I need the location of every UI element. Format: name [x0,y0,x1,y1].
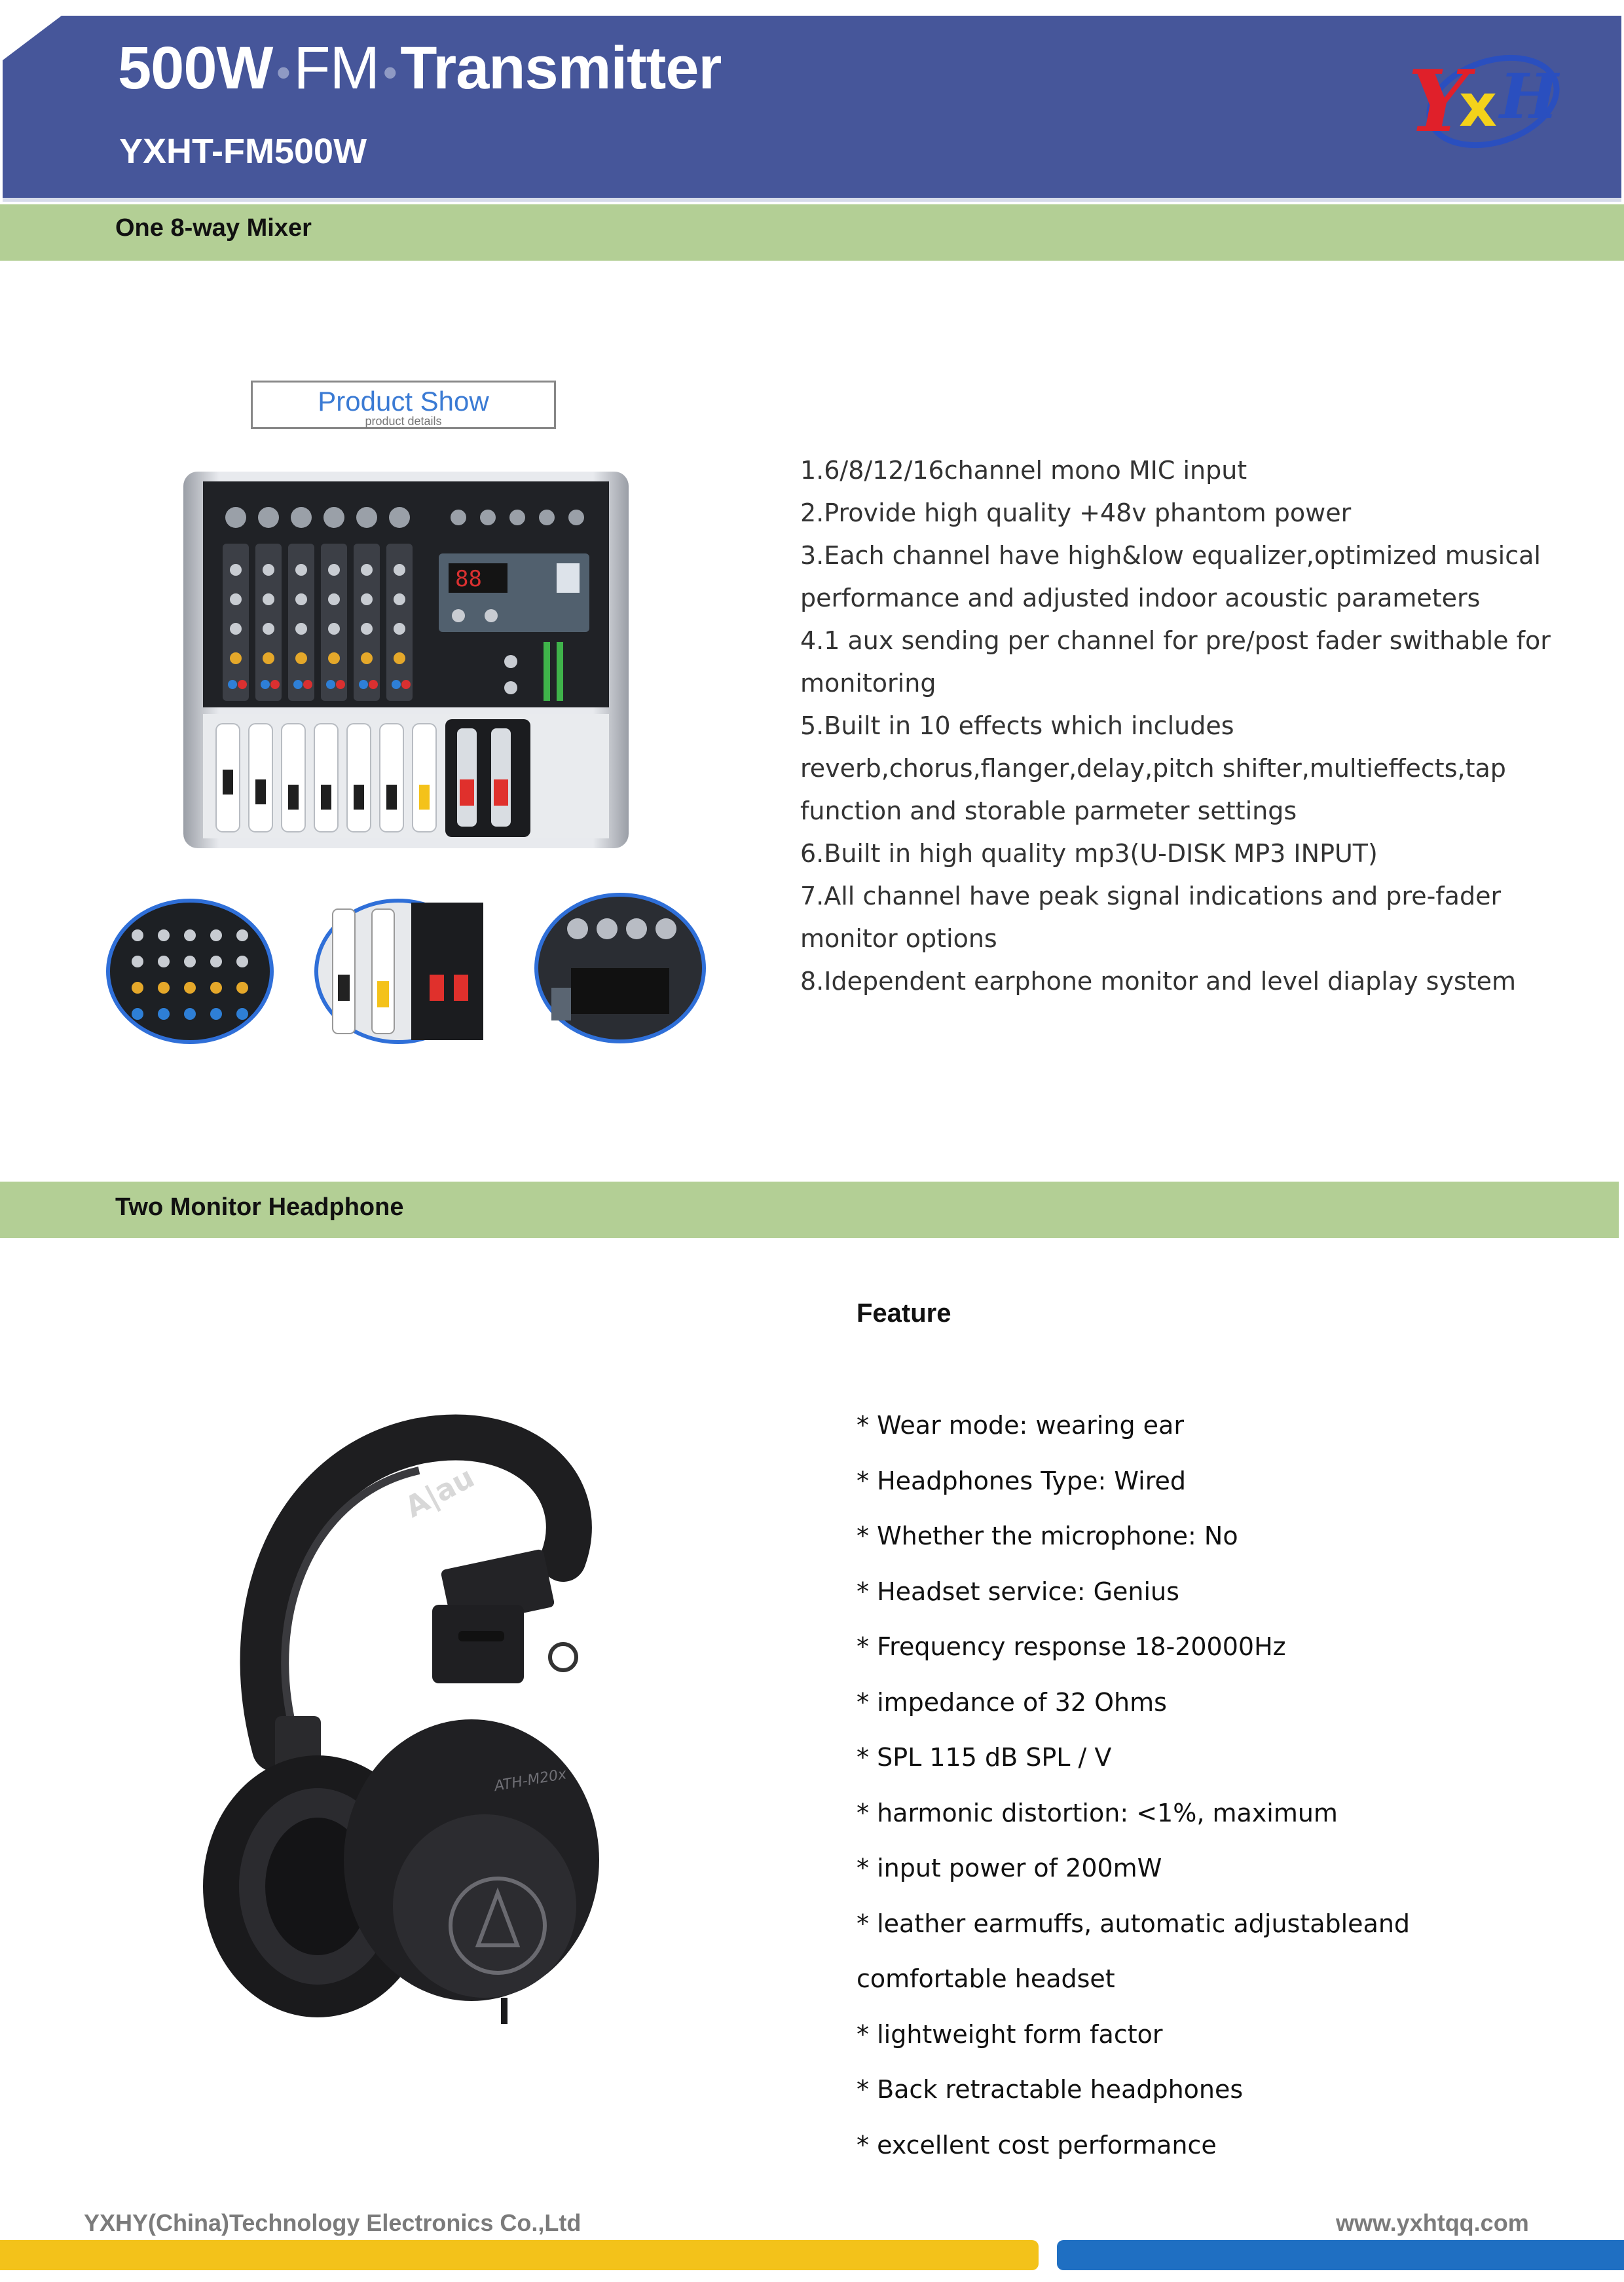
mixer-feature-line: 7.All channel have peak signal indications and pre-fader [800,882,1502,910]
headphone-feature-line: * Back retractable headphones [857,2075,1244,2104]
mixer-detail-panel-image [532,889,709,1047]
mixer-feature-line: monitor options [800,924,997,953]
mixer-feature-line: 8.Idependent earphone monitor and level diaplay system [800,967,1517,996]
title-power: 500W [118,35,273,102]
headphone-feature-line: * harmonic distortion: <1%, maximum [857,1798,1338,1827]
headphone-feature-line: * Whether the microphone: No [857,1522,1238,1550]
mixer-feature-line: 2.Provide high quality +48v phantom power [800,498,1352,527]
section-title-mixer: One 8-way Mixer [115,214,312,242]
page-title: 500W •FM •Transmitter [118,35,722,102]
headphone-feature-line: * excellent cost performance [857,2130,1217,2160]
mixer-feature-line: monitoring [800,669,936,698]
footer-bar-blue [1057,2240,1624,2270]
mixer-feature-line: performance and adjusted indoor acoustic parameters [800,584,1481,612]
mixer-detail-faders-image [313,896,483,1047]
headphone-image [196,1408,629,2024]
footer-company-name: YXHY(China)Technology Electronics Co.,Ltd [84,2209,581,2236]
headphone-feature-line: * input power of 200mW [857,1854,1162,1882]
headphone-feature-list [857,1398,1410,2173]
mixer-feature-line: 6.Built in high quality mp3(U-DISK MP3 INPUT) [800,839,1378,868]
header-divider [3,198,1621,202]
model-number: YXHT-FM500W [119,132,367,171]
company-logo [1395,39,1565,164]
mixer-detail-knobs-image [105,896,275,1047]
product-show-title: Product Show [318,386,489,417]
svg-text:x: x [1459,71,1498,140]
headphone-feature-line: * lightweight form factor [857,2019,1163,2049]
headphone-feature-line: * Wear mode: wearing ear [857,1411,1184,1440]
mixer-feature-line: 5.Built in 10 effects which includes [800,711,1234,740]
footer-bar-yellow [0,2240,1039,2270]
headphone-feature-line: * Frequency response 18-20000Hz [857,1632,1286,1661]
product-show-label [251,381,556,429]
mixer-feature-line: function and storable parmeter settings [800,796,1297,825]
headphone-feature-line: comfortable headset [857,1964,1115,1993]
mixer-feature-list [800,449,1551,1003]
headphone-feature-line: * Headset service: Genius [857,1577,1179,1606]
headphone-feature-line: * impedance of 32 Ohms [857,1687,1167,1717]
mixer-feature-line: reverb,chorus,flanger,delay,pitch shifter,multieffects,tap [800,754,1506,783]
svg-text:ATH-M20x: ATH-M20x [492,1766,568,1795]
mixer-feature-line: 1.6/8/12/16channel mono MIC input [800,456,1247,485]
product-show-subtitle: product details [351,417,456,426]
headphone-feature-line: * Headphones Type: Wired [857,1466,1186,1495]
feature-heading: Feature [857,1299,951,1328]
svg-text:88: 88 [455,566,482,592]
mixer-feature-line: 3.Each channel have high&low equalizer,optimized musical [800,541,1541,570]
mixer-image [177,472,635,851]
title-band: FM [293,35,380,102]
title-product: Transmitter [400,35,722,102]
mixer-feature-line: 4.1 aux sending per channel for pre/post fader swithable for [800,626,1551,655]
footer-website: www.yxhtqq.com [1336,2209,1529,2236]
section-title-headphone: Two Monitor Headphone [115,1193,404,1221]
headphone-feature-line: * leather earmuffs, automatic adjustableand [857,1909,1411,1938]
svg-text:A|au: A|au [399,1461,480,1525]
svg-text:H: H [1500,60,1559,133]
headphone-feature-line: * SPL 115 dB SPL / V [857,1743,1112,1772]
svg-text:Y: Y [1408,51,1469,151]
